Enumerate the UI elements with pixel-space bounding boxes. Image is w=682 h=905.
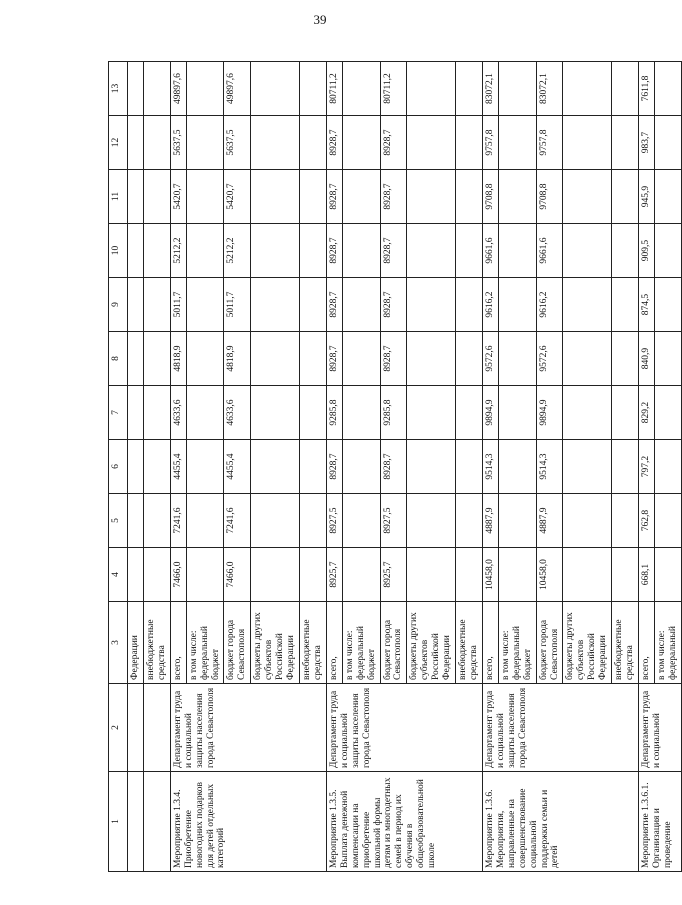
value-cell: 8928,7 (326, 170, 342, 224)
funding-source: бюджет города Севастополя (224, 602, 251, 684)
value-cell (654, 224, 681, 278)
value-cell: 668,1 (638, 548, 654, 602)
value-cell: 83072,1 (482, 62, 498, 116)
value-cell (456, 278, 483, 332)
value-cell: 5637,5 (224, 116, 251, 170)
table-cell (128, 224, 144, 278)
funding-source: всего, (638, 602, 654, 684)
value-cell (456, 332, 483, 386)
column-header: 7 (109, 386, 128, 440)
value-cell (612, 386, 639, 440)
table-cell (128, 116, 144, 170)
value-cell (654, 494, 681, 548)
value-cell: 9894,9 (536, 386, 563, 440)
value-cell (186, 278, 224, 332)
table-cell (143, 386, 170, 440)
value-cell (342, 116, 380, 170)
value-cell: 5011,7 (170, 278, 186, 332)
table-cell (128, 494, 144, 548)
value-cell: 9572,6 (536, 332, 563, 386)
value-cell (299, 332, 326, 386)
value-cell (299, 386, 326, 440)
executor-name: Департамент труда и социальной защиты населения города Севастополя (482, 684, 638, 772)
value-cell (612, 278, 639, 332)
value-cell: 9514,3 (536, 440, 563, 494)
value-cell: 8927,5 (380, 494, 407, 548)
value-cell: 5420,7 (170, 170, 186, 224)
funding-source: в том числе: федеральный бюджет (342, 602, 380, 684)
value-cell: 7241,6 (224, 494, 251, 548)
value-cell: 8925,7 (326, 548, 342, 602)
executor-name: Департамент труда и социальной (638, 684, 681, 772)
value-cell (612, 332, 639, 386)
value-cell: 7611,8 (638, 62, 654, 116)
value-cell (342, 494, 380, 548)
value-cell: 4633,6 (224, 386, 251, 440)
value-cell: 8928,7 (326, 224, 342, 278)
table-cell (128, 772, 144, 872)
value-cell (563, 332, 612, 386)
value-cell: 8928,7 (380, 116, 407, 170)
value-cell (456, 386, 483, 440)
table-cell (128, 440, 144, 494)
value-cell (407, 440, 456, 494)
table-row (326, 62, 342, 872)
funding-source: внебюджетные средства (299, 602, 326, 684)
measure-name: Мероприятие 1.3.5. Выплата денежной компенсации на приобретение школьной формы детям из многодетных семей в период их обучения в общеобразовательной школе (326, 772, 482, 872)
value-cell (456, 548, 483, 602)
value-cell: 8925,7 (380, 548, 407, 602)
value-cell: 8928,7 (326, 278, 342, 332)
value-cell: 7466,0 (224, 548, 251, 602)
value-cell: 5420,7 (224, 170, 251, 224)
value-cell: 4633,6 (170, 386, 186, 440)
value-cell (251, 224, 300, 278)
value-cell: 9708,8 (536, 170, 563, 224)
value-cell (498, 62, 536, 116)
value-cell (342, 332, 380, 386)
value-cell (407, 332, 456, 386)
value-cell (407, 116, 456, 170)
column-header: 13 (109, 62, 128, 116)
value-cell (299, 494, 326, 548)
value-cell: 8928,7 (380, 440, 407, 494)
value-cell: 4818,9 (170, 332, 186, 386)
value-cell (563, 116, 612, 170)
value-cell (186, 386, 224, 440)
funding-source: всего, (170, 602, 186, 684)
value-cell (251, 494, 300, 548)
executor-name: Департамент труда и социальной защиты населения города Севастополя (326, 684, 482, 772)
value-cell (342, 548, 380, 602)
measure-name: Мероприятие 1.3.6.1. Организация и проведение (638, 772, 681, 872)
value-cell (186, 494, 224, 548)
value-cell (251, 386, 300, 440)
value-cell (456, 224, 483, 278)
value-cell (342, 278, 380, 332)
value-cell (251, 170, 300, 224)
value-cell (299, 278, 326, 332)
value-cell (456, 440, 483, 494)
value-cell (342, 170, 380, 224)
table-row (482, 62, 498, 872)
value-cell (251, 332, 300, 386)
value-cell: 4818,9 (224, 332, 251, 386)
value-cell (342, 224, 380, 278)
value-cell (299, 548, 326, 602)
funding-source: в том числе: федеральный (654, 602, 681, 684)
value-cell (498, 224, 536, 278)
value-cell (186, 548, 224, 602)
value-cell (654, 116, 681, 170)
value-cell: 10458,0 (536, 548, 563, 602)
value-cell (563, 170, 612, 224)
value-cell (251, 548, 300, 602)
value-cell: 9757,8 (482, 116, 498, 170)
table-cell (143, 170, 170, 224)
value-cell (654, 170, 681, 224)
value-cell: 874,5 (638, 278, 654, 332)
value-cell: 4455,4 (170, 440, 186, 494)
value-cell (342, 386, 380, 440)
table-cell (128, 278, 144, 332)
value-cell (498, 170, 536, 224)
value-cell: 829,2 (638, 386, 654, 440)
table-cell: внебюджетные средства (143, 602, 170, 684)
funding-source: всего, (326, 602, 342, 684)
table-cell (143, 116, 170, 170)
table-cell (128, 62, 144, 116)
table-cell (143, 772, 170, 872)
measure-name: Мероприятие 1.3.6. Мероприятия, направленные на совершенствование социальной поддержки семьи и детей (482, 772, 638, 872)
table-cell (128, 684, 144, 772)
value-cell (498, 548, 536, 602)
value-cell (299, 170, 326, 224)
value-cell (498, 332, 536, 386)
value-cell: 80711,2 (380, 62, 407, 116)
value-cell: 9757,8 (536, 116, 563, 170)
value-cell (186, 332, 224, 386)
value-cell: 8928,7 (380, 278, 407, 332)
value-cell (612, 116, 639, 170)
value-cell (251, 62, 300, 116)
column-header: 4 (109, 548, 128, 602)
table-cell (128, 332, 144, 386)
value-cell: 9894,9 (482, 386, 498, 440)
page-number: 39 (313, 12, 327, 27)
value-cell (299, 440, 326, 494)
value-cell (456, 62, 483, 116)
value-cell: 9572,6 (482, 332, 498, 386)
continuation-row (128, 62, 144, 872)
value-cell (498, 386, 536, 440)
funding-source: бюджет города Севастополя (380, 602, 407, 684)
value-cell (299, 224, 326, 278)
value-cell (407, 386, 456, 440)
rotated-table-container (108, 62, 678, 872)
value-cell (342, 62, 380, 116)
funding-source: в том числе: федеральный бюджет (498, 602, 536, 684)
column-header: 1 (109, 772, 128, 872)
funding-source: бюджеты других субъектов Российской Федерации (407, 602, 456, 684)
measure-name: Мероприятие 1.3.4. Приобретение новогодних подарков для детей отдельных категорий (170, 772, 326, 872)
value-cell (498, 278, 536, 332)
value-cell: 9285,8 (380, 386, 407, 440)
value-cell: 49897,6 (224, 62, 251, 116)
table-cell (143, 494, 170, 548)
value-cell: 983,7 (638, 116, 654, 170)
table-cell (143, 332, 170, 386)
table-row (170, 62, 186, 872)
value-cell (612, 170, 639, 224)
column-header: 6 (109, 440, 128, 494)
value-cell: 7241,6 (170, 494, 186, 548)
value-cell (186, 440, 224, 494)
value-cell (563, 440, 612, 494)
value-cell: 8928,7 (380, 332, 407, 386)
value-cell: 10458,0 (482, 548, 498, 602)
value-cell (654, 278, 681, 332)
funding-source: внебюджетные средства (456, 602, 483, 684)
table-cell: Федерации (128, 602, 144, 684)
value-cell (654, 332, 681, 386)
column-header: 5 (109, 494, 128, 548)
value-cell: 945,9 (638, 170, 654, 224)
value-cell: 9661,6 (482, 224, 498, 278)
value-cell: 5011,7 (224, 278, 251, 332)
value-cell: 8928,7 (380, 170, 407, 224)
value-cell: 7466,0 (170, 548, 186, 602)
table-cell (143, 684, 170, 772)
value-cell: 5212,2 (224, 224, 251, 278)
value-cell: 9285,8 (326, 386, 342, 440)
value-cell (563, 224, 612, 278)
budget-table (108, 61, 682, 872)
value-cell (654, 386, 681, 440)
value-cell: 762,8 (638, 494, 654, 548)
value-cell: 9514,3 (482, 440, 498, 494)
funding-source: бюджет города Севастополя (536, 602, 563, 684)
value-cell (563, 278, 612, 332)
value-cell (612, 494, 639, 548)
value-cell: 5637,5 (170, 116, 186, 170)
value-cell (186, 116, 224, 170)
value-cell: 4455,4 (224, 440, 251, 494)
column-header: 3 (109, 602, 128, 684)
value-cell (251, 116, 300, 170)
column-header: 10 (109, 224, 128, 278)
column-header: 9 (109, 278, 128, 332)
value-cell (563, 386, 612, 440)
column-header: 12 (109, 116, 128, 170)
value-cell (612, 440, 639, 494)
table-cell (143, 278, 170, 332)
value-cell (186, 170, 224, 224)
value-cell (407, 224, 456, 278)
value-cell (654, 548, 681, 602)
value-cell (407, 62, 456, 116)
value-cell (407, 494, 456, 548)
value-cell: 8928,7 (326, 440, 342, 494)
executor-name: Департамент труда и социальной защиты населения города Севастополя (170, 684, 326, 772)
value-cell: 9616,2 (482, 278, 498, 332)
value-cell (251, 440, 300, 494)
value-cell: 9616,2 (536, 278, 563, 332)
value-cell: 840,9 (638, 332, 654, 386)
value-cell (456, 494, 483, 548)
value-cell (498, 494, 536, 548)
value-cell: 8928,7 (326, 332, 342, 386)
value-cell (612, 62, 639, 116)
table-cell (143, 440, 170, 494)
value-cell: 909,5 (638, 224, 654, 278)
value-cell: 9661,6 (536, 224, 563, 278)
value-cell (456, 116, 483, 170)
value-cell (342, 440, 380, 494)
table-cell (128, 386, 144, 440)
funding-source: бюджеты других субъектов Российской Федерации (251, 602, 300, 684)
table-cell (143, 62, 170, 116)
funding-source: в том числе: федеральный бюджет (186, 602, 224, 684)
table-cell (143, 224, 170, 278)
value-cell (654, 62, 681, 116)
column-header: 8 (109, 332, 128, 386)
value-cell: 83072,1 (536, 62, 563, 116)
value-cell (407, 170, 456, 224)
value-cell (563, 494, 612, 548)
value-cell: 4887,9 (536, 494, 563, 548)
table-cell (128, 548, 144, 602)
table-body (128, 62, 682, 872)
value-cell (456, 170, 483, 224)
value-cell: 8927,5 (326, 494, 342, 548)
funding-source: бюджеты других субъектов Российской Федерации (563, 602, 612, 684)
value-cell (407, 278, 456, 332)
column-header-row (109, 62, 128, 872)
column-header: 2 (109, 684, 128, 772)
value-cell (299, 116, 326, 170)
value-cell (186, 224, 224, 278)
funding-source: всего, (482, 602, 498, 684)
value-cell (186, 62, 224, 116)
column-header: 11 (109, 170, 128, 224)
funding-source: внебюджетные средства (612, 602, 639, 684)
value-cell: 4887,9 (482, 494, 498, 548)
value-cell (498, 440, 536, 494)
value-cell (251, 278, 300, 332)
value-cell (654, 440, 681, 494)
value-cell (498, 116, 536, 170)
value-cell: 8928,7 (326, 116, 342, 170)
value-cell (612, 548, 639, 602)
table-row (638, 62, 654, 872)
value-cell: 5212,2 (170, 224, 186, 278)
value-cell: 49897,6 (170, 62, 186, 116)
continuation-row (143, 62, 170, 872)
value-cell: 9708,8 (482, 170, 498, 224)
value-cell: 797,2 (638, 440, 654, 494)
value-cell: 80711,2 (326, 62, 342, 116)
value-cell: 8928,7 (380, 224, 407, 278)
table-cell (128, 170, 144, 224)
value-cell (407, 548, 456, 602)
table-cell (143, 548, 170, 602)
value-cell (299, 62, 326, 116)
value-cell (612, 224, 639, 278)
value-cell (563, 62, 612, 116)
value-cell (563, 548, 612, 602)
